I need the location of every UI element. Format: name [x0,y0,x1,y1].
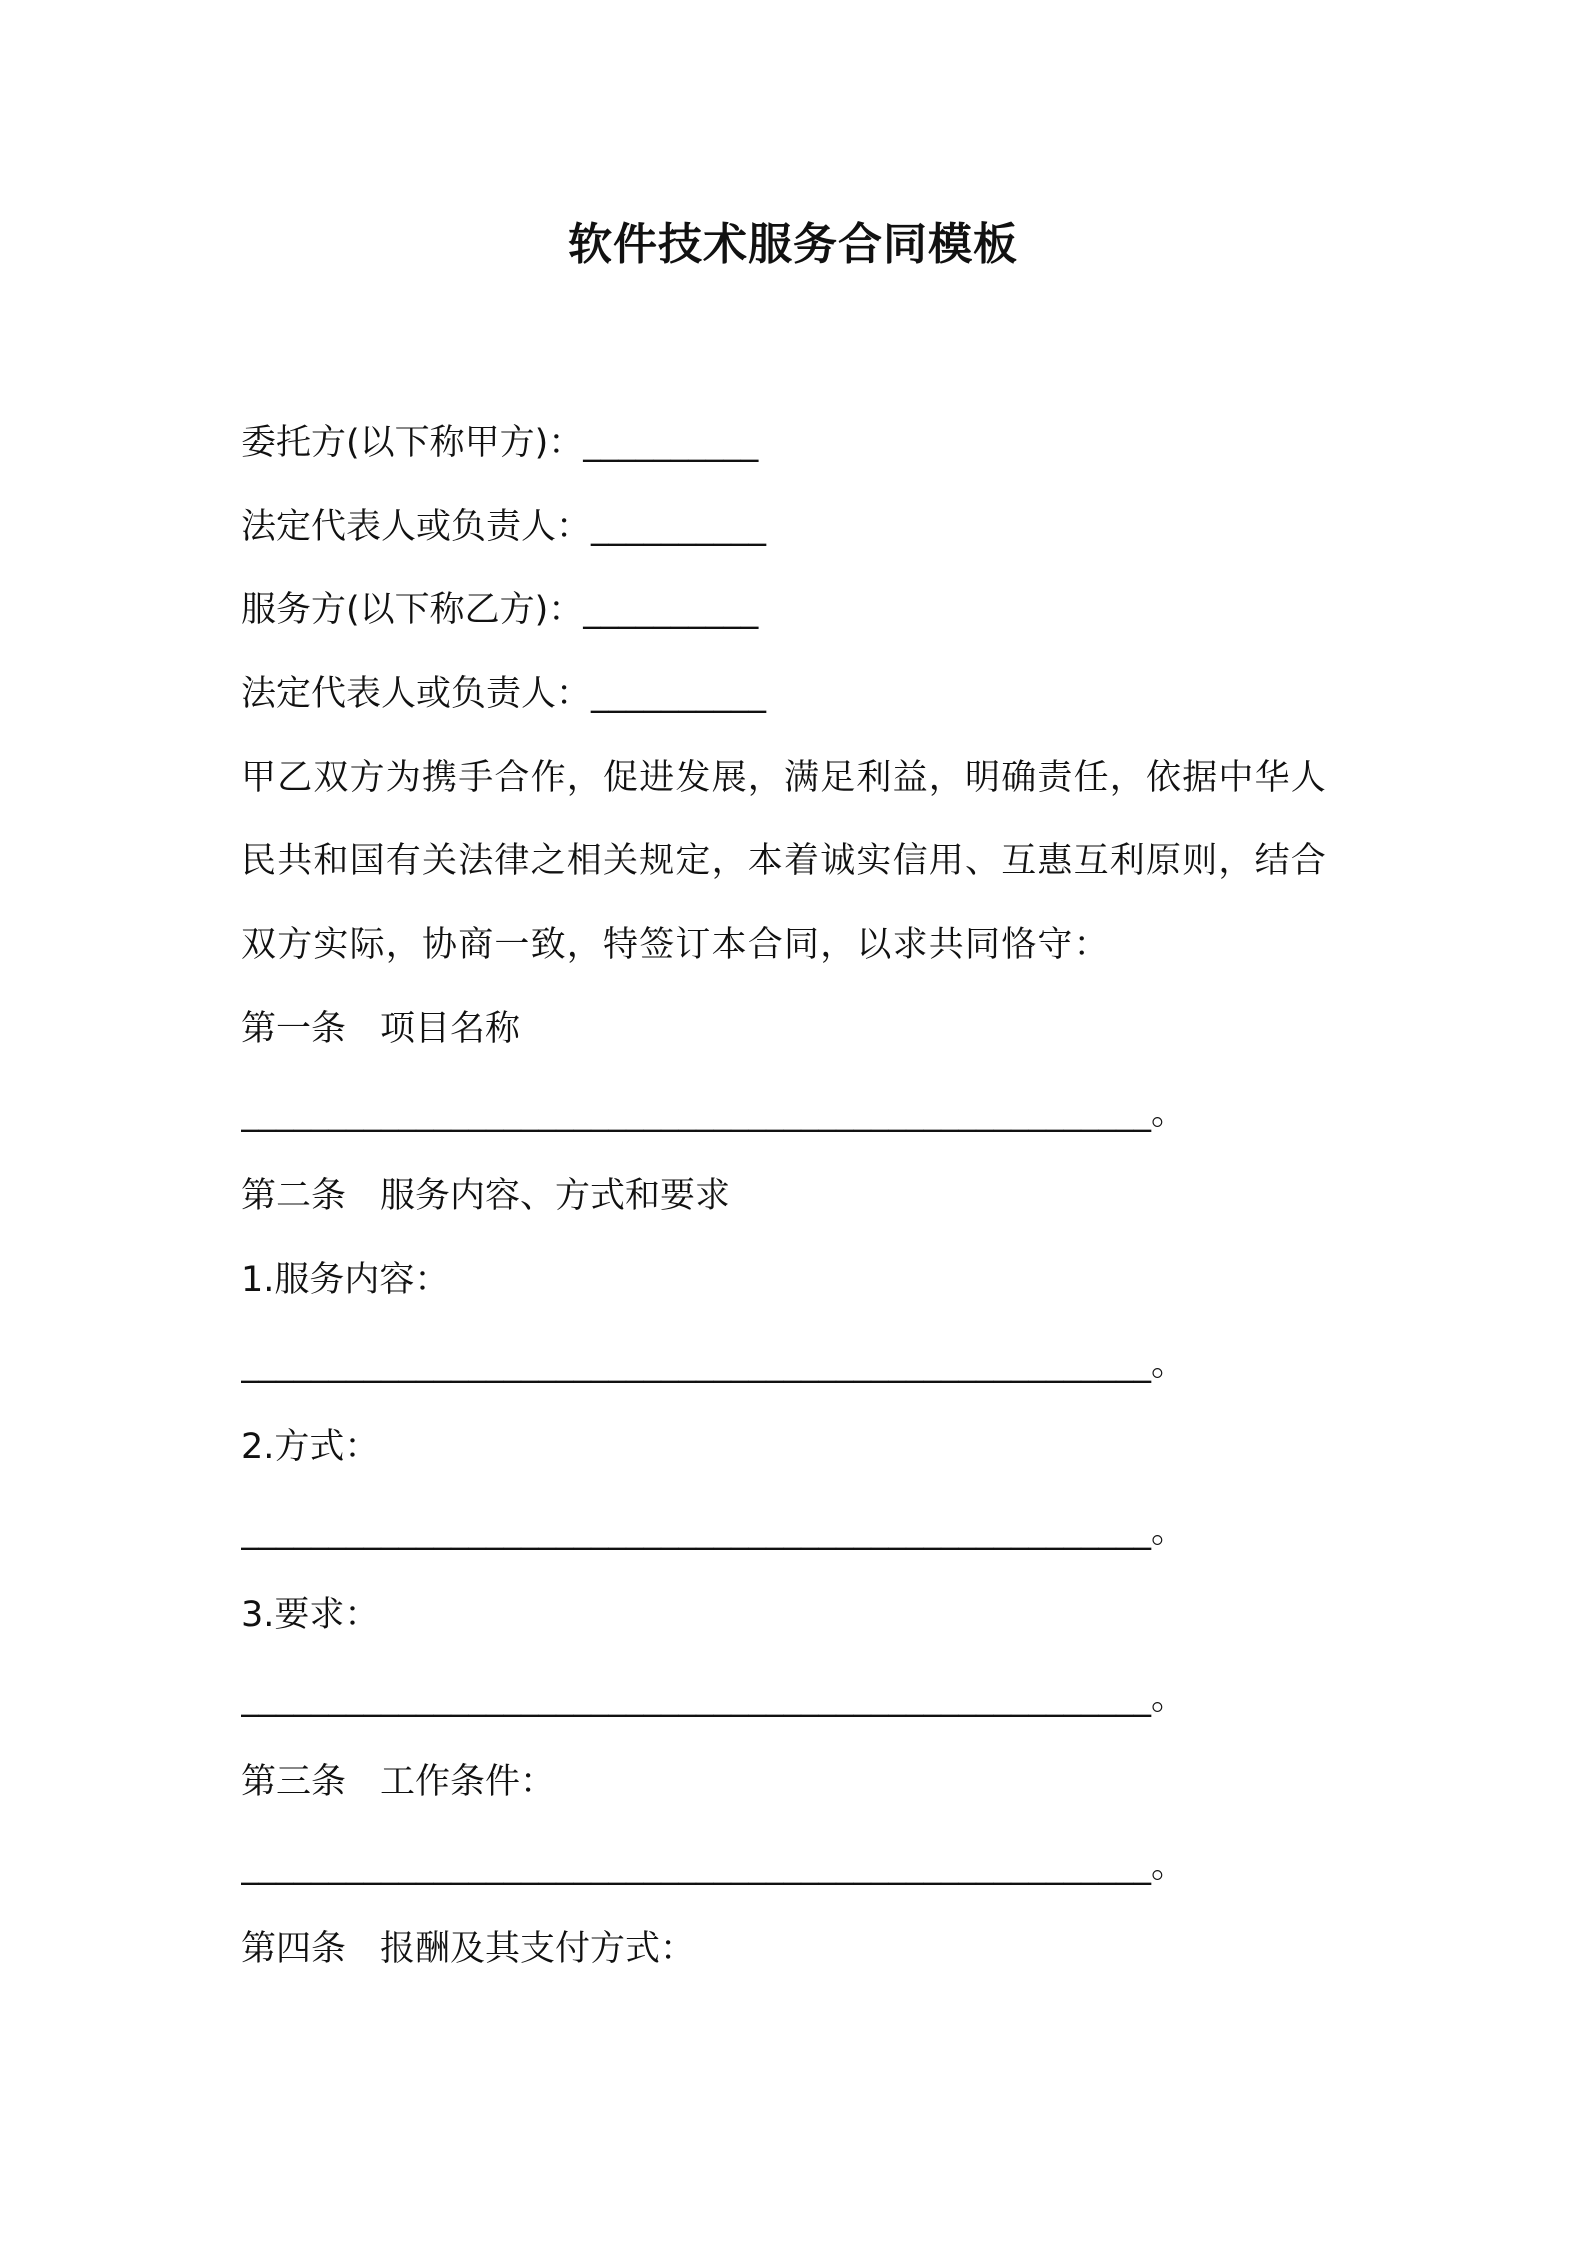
article-number: 第一条 [241,1008,347,1049]
article-1-blank: ____________________________________________________。 [241,1092,1187,1133]
preamble-line: 甲乙双方为携手合作，促进发展，满足利益，明确责任，依据中华人 [241,757,1328,798]
provider-representative-line: 法定代表人或负责人：__________ [241,674,767,715]
article-4-heading [241,1908,1371,1992]
article-number: 第二条 [241,1176,347,1217]
article-number: 第四条 [241,1929,347,1970]
preamble-line: 双方实际，协商一致，特签订本合同，以求共同恪守： [241,925,1110,966]
article-title: 服务内容、方式和要求 [380,1176,731,1217]
service-requirement-label: 3.要求： [241,1594,380,1635]
service-method-blank: ____________________________________________________。 [241,1510,1187,1551]
service-content-blank: ____________________________________________________。 [241,1343,1187,1384]
client-representative-line: 法定代表人或负责人：__________ [241,506,767,547]
preamble-line: 民共和国有关法律之相关规定，本着诚实信用、互惠互利原则，结合 [241,841,1328,882]
article-title: 工作条件： [380,1762,556,1802]
article-3-heading [241,1741,1371,1825]
article-1-heading [241,988,1371,1072]
service-content-label: 1.服务内容： [241,1259,450,1300]
service-requirement-blank: ____________________________________________________。 [241,1678,1187,1719]
article-2-heading [241,1155,1371,1239]
document-body [241,402,1371,1992]
article-3-blank: ____________________________________________________。 [241,1845,1187,1886]
article-number: 第三条 [241,1762,347,1802]
article-title: 项目名称 [380,1008,521,1049]
article-title: 报酬及其支付方式： [380,1929,696,1970]
service-method-label: 2.方式： [241,1427,380,1468]
preamble-paragraph [241,737,1371,988]
party-client-line: 委托方(以下称甲方)：__________ [241,423,759,463]
document-title: 软件技术服务合同模板 [568,219,1018,270]
party-provider-line: 服务方(以下称乙方)：__________ [241,590,759,631]
